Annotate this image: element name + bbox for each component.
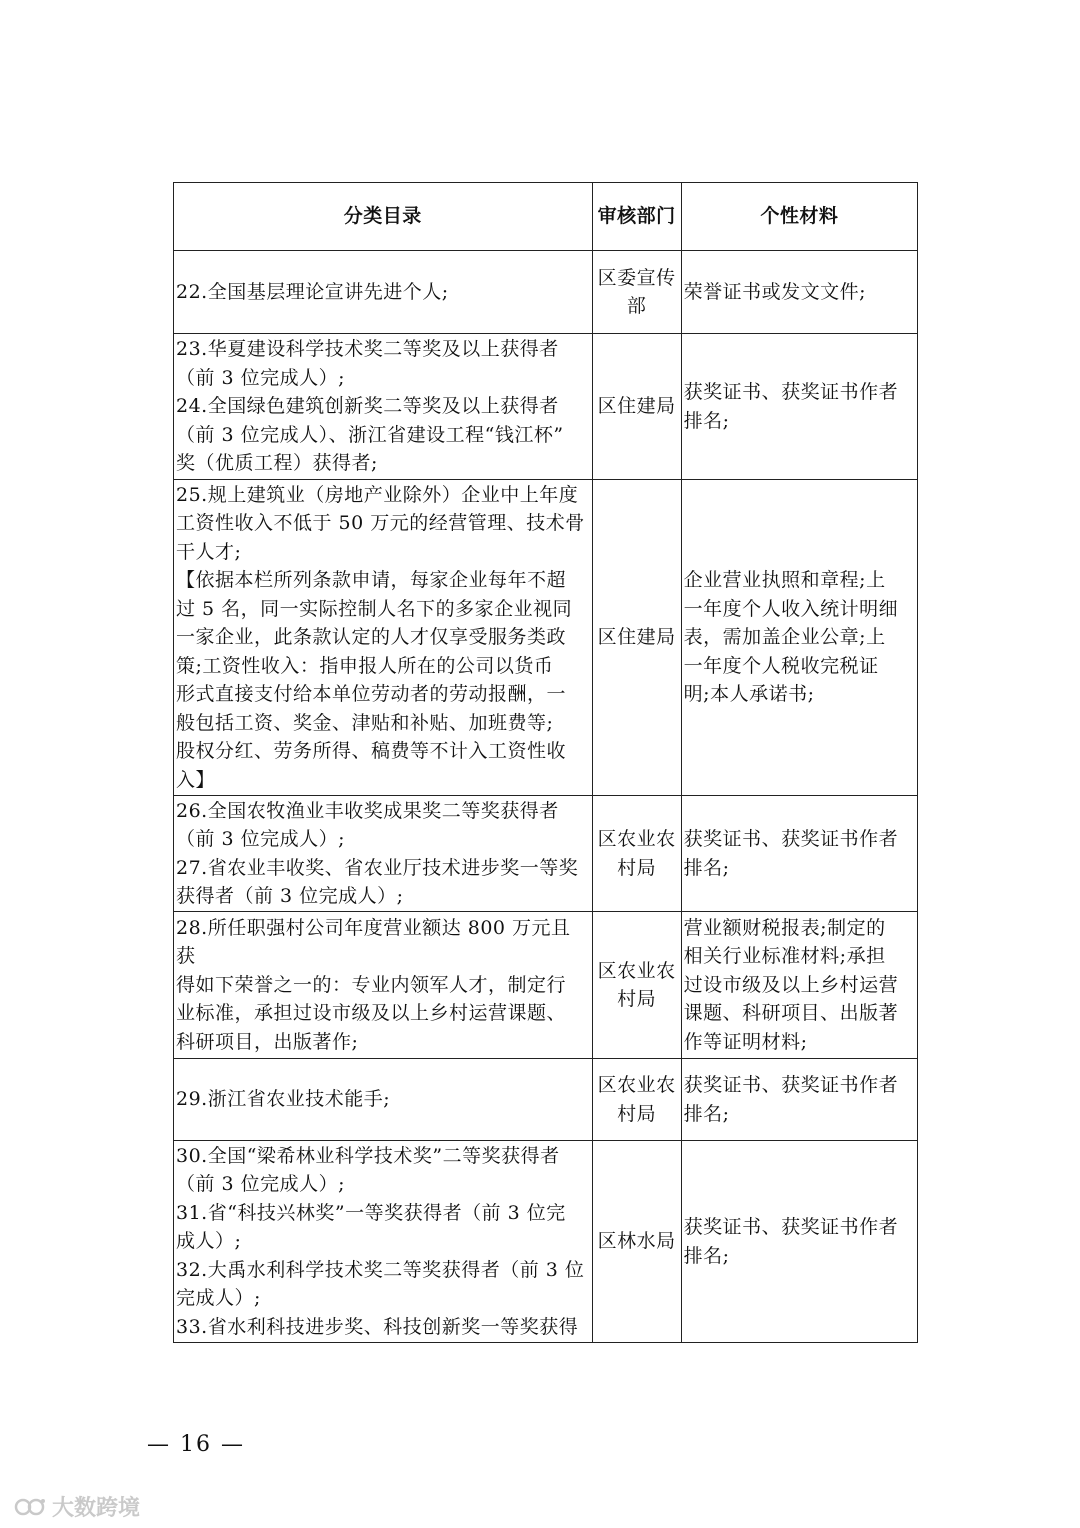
table-row	[174, 334, 918, 480]
materials-cell	[681, 334, 917, 480]
cell-line: 获得者（前 3 位完成人）;	[176, 885, 404, 907]
cell-line: 一年度个人收入统计明细	[683, 597, 899, 620]
materials-cell	[681, 480, 917, 796]
cell-line: 明;本人承诺书;	[683, 683, 815, 706]
table-row	[174, 480, 918, 796]
department-cell	[592, 1141, 681, 1343]
materials-cell	[681, 796, 917, 912]
cell-line: （前 3 位完成人）;	[176, 1173, 346, 1196]
cell-line: 村局	[617, 1102, 657, 1125]
cell-line: 获奖证书、获奖证书作者	[683, 381, 899, 403]
cell-line: （前 3 位完成人）、浙江省建设工程“钱江杯”	[176, 423, 564, 446]
department-cell	[592, 912, 681, 1059]
cell-line: 获奖证书、获奖证书作者	[683, 1074, 899, 1096]
cell-line: 营业额财税报表;制定的	[683, 916, 886, 939]
cell-line: 策;工资性收入：指申报人所在的公司以货币	[176, 654, 554, 677]
cell-line: 村局	[617, 856, 657, 879]
materials-cell	[681, 251, 917, 334]
cell-line: 成人）;	[176, 1230, 242, 1253]
cell-line: 排名;	[683, 1244, 730, 1267]
table-row	[174, 1141, 918, 1343]
cell-line: 23.华夏建设科学技术奖二等奖及以上获得者	[176, 338, 559, 361]
category-cell	[174, 334, 593, 480]
cell-line: 32.大禹水利科学技术奖二等奖获得者（前 3 位	[176, 1258, 585, 1281]
cell-line: 完成人）;	[176, 1287, 261, 1310]
category-cell	[174, 251, 593, 334]
cell-line: 业标准，承担过设市级及以上乡村运营课题、	[176, 1002, 567, 1025]
materials-cell	[681, 912, 917, 1059]
cell-line: 30.全国“梁希林业科学技术奖”二等奖获得者	[176, 1144, 560, 1167]
cell-line: 31.省“科技兴林奖”一等奖获得者（前 3 位完	[176, 1201, 566, 1224]
cell-line: 29.浙江省农业技术能手;	[176, 1088, 391, 1111]
table-row	[174, 1059, 918, 1141]
cell-line: 区住建局	[597, 626, 676, 649]
table-body	[174, 251, 918, 1343]
cell-line: 作等证明材料;	[683, 1030, 808, 1053]
cell-line: 33.省水利科技进步奖、科技创新奖一等奖获得	[176, 1315, 579, 1338]
department-cell	[592, 796, 681, 912]
table-row	[174, 912, 918, 1059]
cell-line: 22.全国基层理论宣讲先进个人;	[176, 280, 449, 303]
table-row	[174, 796, 918, 912]
cell-line: 区住建局	[597, 395, 676, 418]
cell-line: （前 3 位完成人）;	[176, 828, 346, 850]
cell-line: 工资性收入不低于 50 万元的经营管理、技术骨	[176, 512, 585, 535]
table-header-row	[174, 183, 918, 251]
cell-line: 形式直接支付给本单位劳动者的劳动报酬，一	[176, 683, 567, 706]
cell-line: 获奖证书、获奖证书作者	[683, 828, 899, 850]
cell-line: 区农业农	[597, 1074, 676, 1096]
category-cell	[174, 796, 593, 912]
cell-line: 得如下荣誉之一的：专业内领军人才，制定行	[176, 973, 567, 996]
cell-line: 【依据本栏所列条款申请，每家企业每年不超	[176, 569, 567, 592]
cell-line: 一家企业，此条款认定的人才仅享受服务类政	[176, 626, 567, 649]
watermark-text: 大数跨境	[52, 1496, 141, 1521]
cell-line: 企业营业执照和章程;上	[683, 569, 886, 592]
cell-line: 入】	[176, 768, 216, 791]
cell-line: 排名;	[683, 1102, 730, 1125]
cell-line: 区林水局	[597, 1230, 676, 1253]
department-cell	[592, 251, 681, 334]
cell-line: 部	[626, 295, 647, 317]
cell-line: 村局	[617, 988, 657, 1010]
header-materials: 个性材料	[681, 183, 917, 251]
cell-line: 排名;	[683, 409, 730, 432]
category-cell	[174, 1141, 593, 1343]
cell-line: 28.所任职强村公司年度营业额达 800 万元且获	[176, 916, 571, 968]
header-department: 审核部门	[592, 183, 681, 251]
department-cell	[592, 1059, 681, 1141]
cell-line: 区委宣传	[597, 266, 676, 289]
page-number: — 16 —	[147, 1432, 245, 1457]
header-category: 分类目录	[174, 183, 593, 251]
materials-cell	[681, 1059, 917, 1141]
cell-line: 区农业农	[597, 959, 676, 982]
cell-line: 课题、科研项目、出版著	[683, 1002, 899, 1025]
cell-line: 干人才;	[176, 540, 242, 563]
cell-line: 区农业农	[597, 828, 676, 850]
cell-line: 过 5 名，同一实际控制人名下的多家企业视同	[176, 597, 573, 620]
cell-line: （前 3 位完成人）;	[176, 366, 346, 389]
department-cell	[592, 334, 681, 480]
cell-line: 科研项目，出版著作;	[176, 1030, 359, 1053]
cell-line: 奖（优质工程）获得者;	[176, 452, 378, 475]
watermark-logo-icon	[14, 1496, 48, 1518]
cell-line: 27.省农业丰收奖、省农业厅技术进步奖一等奖	[176, 856, 579, 879]
table-row	[174, 251, 918, 334]
cell-line: 相关行业标准材料;承担	[683, 945, 886, 968]
cell-line: 获奖证书、获奖证书作者	[683, 1216, 899, 1238]
category-cell	[174, 912, 593, 1059]
cell-line: 一年度个人税收完税证	[683, 654, 879, 677]
category-cell	[174, 480, 593, 796]
cell-line: 般包括工资、奖金、津贴和补贴、加班费等;	[176, 711, 554, 734]
cell-line: 25.规上建筑业（房地产业除外）企业中上年度	[176, 483, 579, 506]
cell-line: 荣誉证书或发文文件;	[683, 280, 867, 303]
cell-line: 股权分红、劳务所得、稿费等不计入工资性收	[176, 740, 567, 763]
watermark	[14, 1491, 140, 1522]
cell-line: 过设市级及以上乡村运营	[683, 973, 899, 996]
cell-line: 24.全国绿色建筑创新奖二等奖及以上获得者	[176, 395, 559, 418]
materials-cell	[681, 1141, 917, 1343]
department-cell	[592, 480, 681, 796]
cell-line: 26.全国农牧渔业丰收奖成果奖二等奖获得者	[176, 799, 559, 822]
document-table	[173, 182, 918, 1343]
cell-line: 表，需加盖企业公章;上	[683, 626, 886, 649]
cell-line: 排名;	[683, 856, 730, 879]
category-cell	[174, 1059, 593, 1141]
